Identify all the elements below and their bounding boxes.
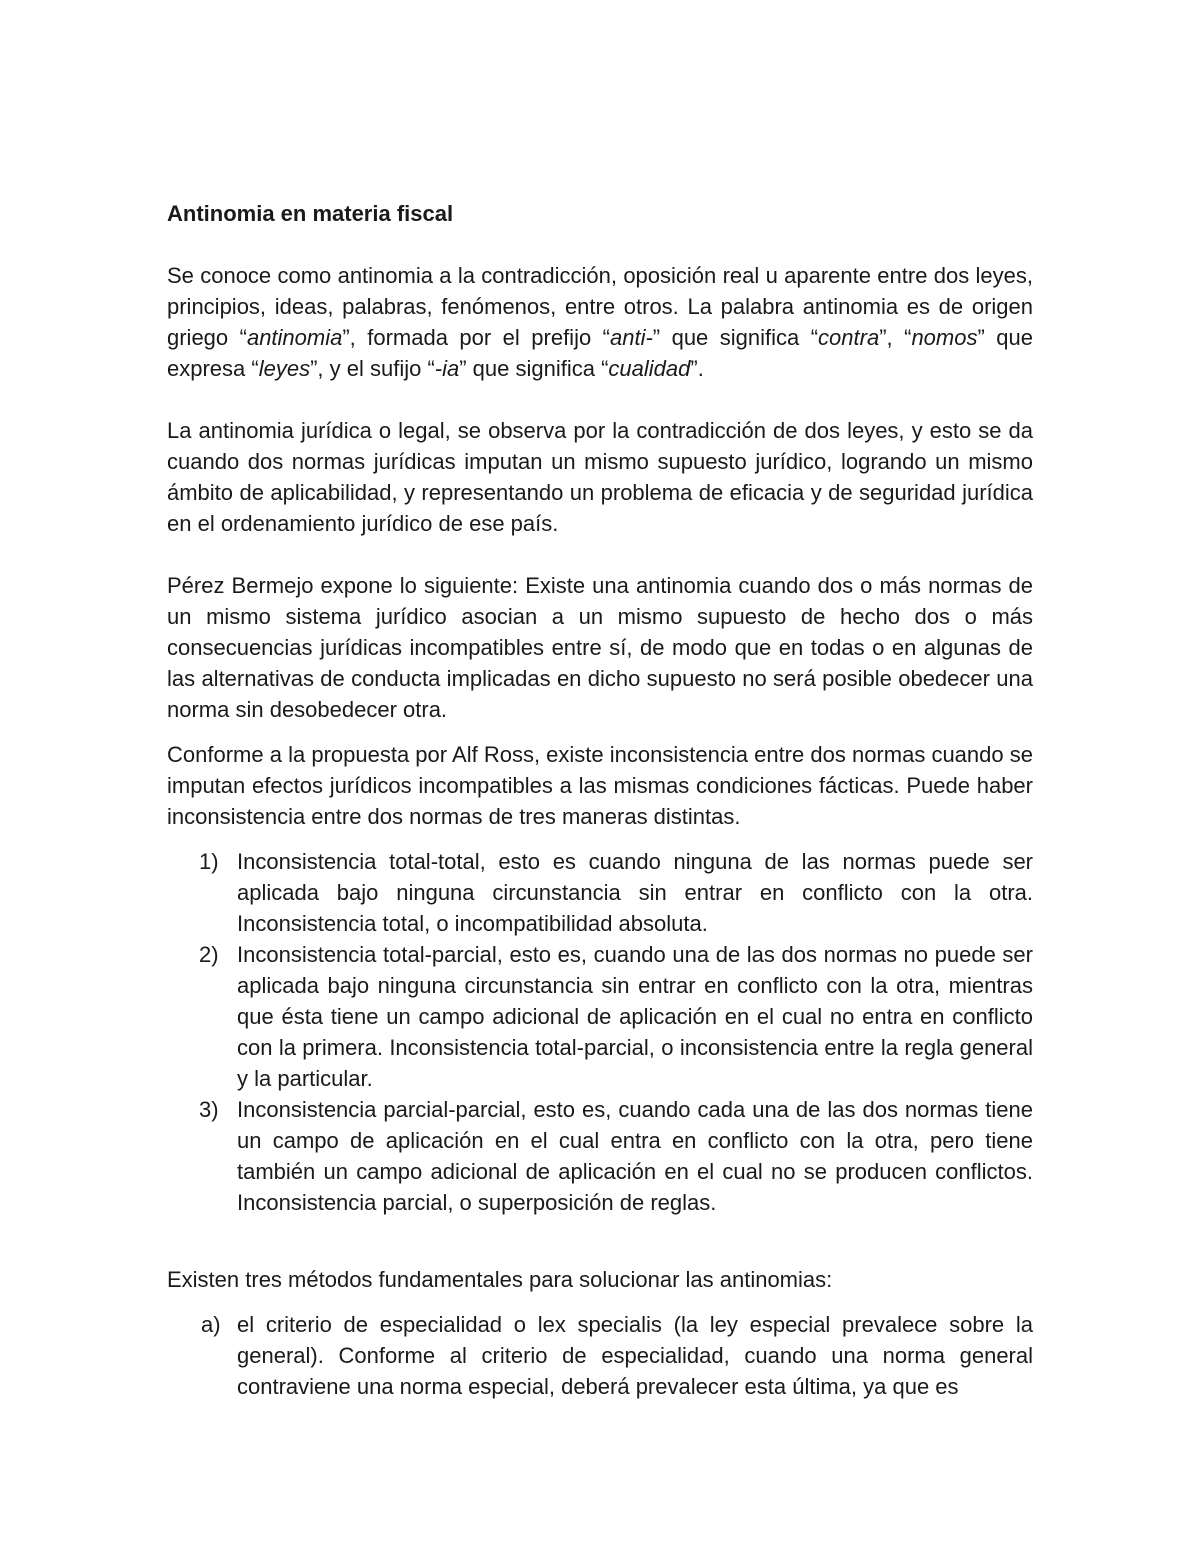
term-cualidad: cualidad <box>608 356 691 381</box>
term-antinomia: antinomia <box>246 325 343 350</box>
text-run: ”, “ <box>879 325 912 350</box>
list-item <box>167 939 1033 1094</box>
text-run: ”, formada por el prefijo “ <box>342 325 610 350</box>
paragraph-definition <box>167 260 1033 384</box>
list-item-text: Inconsistencia parcial-parcial, esto es, cuando cada una de las dos normas tiene un campo de aplicación en el cual entra en conflicto con la otra, pero tiene también un campo adicional de aplicación en el cual no se producen conflictos. Inconsistencia parcial, o superposición de reglas. <box>237 1097 1033 1215</box>
term-anti: anti- <box>610 325 653 350</box>
list-item <box>167 1094 1033 1218</box>
term-nomos: nomos <box>911 325 978 350</box>
list-marker: 3) <box>199 1097 219 1122</box>
term-leyes: leyes <box>258 356 311 381</box>
lettered-list <box>167 1309 1033 1402</box>
list-item-text: Inconsistencia total-parcial, esto es, cuando una de las dos normas no puede ser aplicada bajo ninguna circunstancia sin entrar en conflicto con la otra, mientras que ésta tiene un campo adicional de aplicación en el cual no entra en conflicto con la primera. Inconsistencia total-parcial, o inconsistencia entre la regla general y la particular. <box>237 942 1033 1091</box>
list-item <box>167 1309 1033 1402</box>
paragraph-legal-antinomy: La antinomia jurídica o legal, se observa por la contradicción de dos leyes, y esto se da cuando dos normas jurídicas imputan un mismo supuesto jurídico, logrando un mismo ámbito de aplicabilidad, y representando un problema de eficacia y de seguridad jurídica en el ordenamiento jurídico de ese país. <box>167 418 1033 536</box>
list-marker: 2) <box>199 942 219 967</box>
term-ia: -ia <box>434 356 460 381</box>
list-item-text: Inconsistencia total-total, esto es cuando ninguna de las normas puede ser aplicada bajo ninguna circunstancia sin entrar en conflicto con la otra. Inconsistencia total, o incompatibilidad absoluta. <box>237 849 1033 936</box>
paragraph-alf-ross: Conforme a la propuesta por Alf Ross, existe inconsistencia entre dos normas cuando se imputan efectos jurídicos incompatibles a las mismas condiciones fácticas. Puede haber inconsistencia entre dos normas de tres maneras distintas. <box>167 742 1033 829</box>
text-run: ” que significa “ <box>459 356 609 381</box>
text-run: ”, y el sufijo “ <box>310 356 435 381</box>
paragraph-methods-intro: Existen tres métodos fundamentales para solucionar las antinomias: <box>167 1267 833 1292</box>
text-run: Se conoce como antinomia a la contradicción, oposición real u aparente entre dos leyes, principios, ideas, palabras, fenómenos, entre otros. La palabra antinomia es de origen griego “ <box>167 263 1033 350</box>
numbered-list <box>167 846 1033 1218</box>
list-marker: a) <box>201 1312 221 1337</box>
paragraph-perez-bermejo: Pérez Bermejo expone lo siguiente: Existe una antinomia cuando dos o más normas de un mismo sistema jurídico asocian a un mismo supuesto de hecho dos o más consecuencias jurídicas incompatibles entre sí, de modo que en todas o en algunas de las alternativas de conducta implicadas en dicho supuesto no será posible obedecer una norma sin desobedecer otra. <box>167 573 1033 722</box>
text-run: ” que significa “ <box>652 325 819 350</box>
text-run: ” que expresa “ <box>167 325 1033 381</box>
list-item-text: el criterio de especialidad o lex specialis (la ley especial prevalece sobre la general). Conforme al criterio de especialidad, cuando una norma general contraviene una norma especial, deberá prevalecer esta última, ya que es <box>237 1312 1033 1399</box>
list-marker: 1) <box>199 849 219 874</box>
list-item <box>167 846 1033 939</box>
text-run: ”. <box>690 356 704 381</box>
term-contra: contra <box>818 325 880 350</box>
document-body <box>167 198 1033 1402</box>
document-title: Antinomia en materia fiscal <box>167 201 454 226</box>
